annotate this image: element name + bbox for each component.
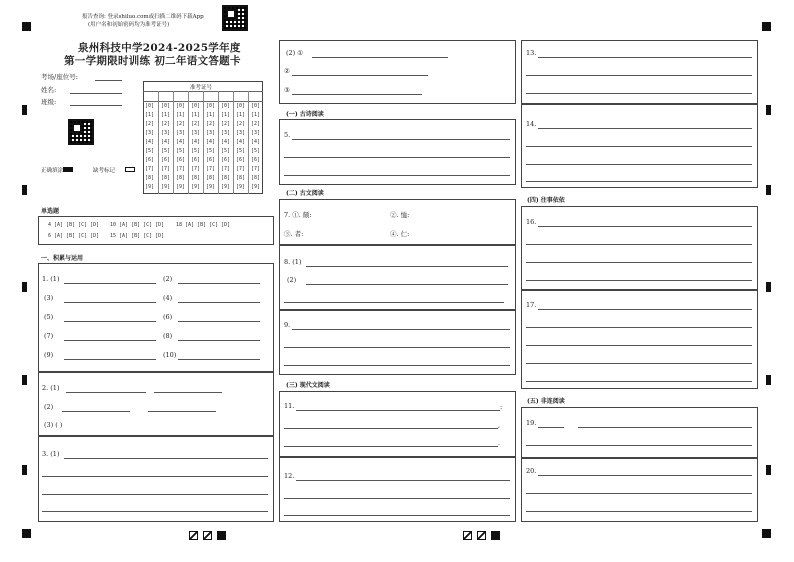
admission-digit-bubble[interactable]: [9] bbox=[251, 184, 261, 190]
admission-digit-bubble[interactable]: [7] bbox=[221, 166, 231, 172]
q1-item-answer[interactable] bbox=[64, 359, 156, 360]
mcq-q10[interactable]: 10 [A] [B] [C] [D] bbox=[110, 222, 165, 228]
admission-digit-bubble[interactable]: [5] bbox=[161, 148, 171, 154]
admission-digit-bubble[interactable]: [1] bbox=[161, 112, 171, 118]
admission-digit-bubble[interactable]: [2] bbox=[191, 121, 201, 127]
admission-digit-bubble[interactable]: [9] bbox=[161, 184, 171, 190]
admission-digit-bubble[interactable]: [1] bbox=[251, 112, 261, 118]
section-story-title: (四) 往事依依 bbox=[527, 197, 565, 204]
q20-box bbox=[521, 458, 758, 522]
q4-2-label-1: (2) ① bbox=[286, 49, 304, 57]
admission-digit-bubble[interactable]: [9] bbox=[221, 184, 231, 190]
admission-digit-bubble[interactable]: [2] bbox=[176, 121, 186, 127]
q12-answer-line[interactable] bbox=[296, 480, 510, 481]
q1-item-answer[interactable] bbox=[64, 283, 156, 284]
q9-label: 9. bbox=[284, 321, 291, 329]
timing-mark bbox=[22, 105, 27, 115]
school-title: 泉州科技中学2024-2025学年度 bbox=[78, 42, 241, 54]
q2-1-label: 2. (1) bbox=[42, 384, 60, 392]
admission-digit-bubble[interactable]: [1] bbox=[236, 112, 246, 118]
q17-box bbox=[521, 290, 758, 389]
q19-answer-line[interactable] bbox=[526, 445, 752, 446]
page-mark-hatched bbox=[463, 531, 472, 540]
admission-digit-column bbox=[143, 91, 158, 194]
q8-2-answer[interactable] bbox=[284, 302, 504, 303]
q14-label: 14. bbox=[526, 120, 537, 128]
section-nonlinear-title: (五) 非连阅读 bbox=[527, 398, 565, 405]
q2-2-answer-b[interactable] bbox=[148, 411, 216, 412]
q2-1-answer-b[interactable] bbox=[154, 392, 222, 393]
name-label: 姓名: bbox=[41, 86, 57, 94]
q13-box bbox=[521, 40, 758, 104]
corner-mark-bottom-right bbox=[762, 529, 771, 538]
timing-mark bbox=[766, 105, 771, 115]
q8-2-label: (2) bbox=[287, 276, 297, 284]
admission-digit-column bbox=[173, 91, 188, 194]
admission-digit-bubble[interactable]: [4] bbox=[251, 139, 261, 145]
admission-digit-bubble[interactable]: [0] bbox=[176, 103, 186, 109]
q14-answer-line[interactable] bbox=[526, 146, 752, 147]
admission-digit-bubble[interactable]: [5] bbox=[176, 148, 186, 154]
admission-digit-bubble[interactable]: [4] bbox=[145, 139, 155, 145]
q1-box bbox=[38, 263, 274, 372]
q9-answer-line[interactable] bbox=[284, 365, 510, 366]
legend-missing-label: 缺考标记 bbox=[93, 168, 116, 174]
timing-mark bbox=[766, 375, 771, 385]
q17-answer-line[interactable] bbox=[538, 309, 752, 310]
q1-item-label: (3) bbox=[44, 294, 54, 302]
mcq-q6[interactable]: 6 [A] [B] [C] [D] bbox=[48, 233, 100, 239]
admission-digit-bubble[interactable]: [9] bbox=[206, 184, 216, 190]
q9-answer-line[interactable] bbox=[284, 347, 510, 348]
q12-answer-line[interactable] bbox=[284, 498, 510, 499]
mcq-q4[interactable]: 4 [A] [B] [C] [D] bbox=[48, 222, 100, 228]
admission-digit-bubble[interactable]: [5] bbox=[221, 148, 231, 154]
timing-mark bbox=[22, 375, 27, 385]
admission-digit-column bbox=[203, 91, 218, 194]
admission-digit-bubble[interactable]: [1] bbox=[176, 112, 186, 118]
admission-digit-bubble[interactable]: [7] bbox=[251, 166, 261, 172]
admission-digit-bubble[interactable]: [0] bbox=[191, 103, 201, 109]
admission-digit-bubble[interactable]: [0] bbox=[206, 103, 216, 109]
q3-label: 3. (1) bbox=[42, 450, 60, 458]
page-mark-solid bbox=[491, 531, 500, 540]
admission-digit-bubble[interactable]: [2] bbox=[206, 121, 216, 127]
q5-answer-line[interactable] bbox=[284, 175, 510, 176]
q16-box bbox=[521, 206, 758, 290]
q4-2-answer-3[interactable] bbox=[292, 94, 422, 95]
q19-answer-b[interactable] bbox=[578, 427, 752, 428]
admission-digit-bubble[interactable]: [6] bbox=[251, 157, 261, 163]
admission-digit-bubble[interactable]: [8] bbox=[206, 175, 216, 181]
class-label: 班级: bbox=[41, 98, 57, 106]
q14-answer-line[interactable] bbox=[526, 181, 752, 182]
q1-item-answer[interactable] bbox=[178, 302, 260, 303]
admission-digit-bubble[interactable]: [0] bbox=[221, 103, 231, 109]
q1-item-answer[interactable] bbox=[64, 340, 156, 341]
q1-item-label: 1. (1) bbox=[42, 275, 60, 283]
q1-item-label: (9) bbox=[44, 351, 54, 359]
admission-digit-bubble[interactable]: [1] bbox=[206, 112, 216, 118]
class-field[interactable] bbox=[70, 105, 122, 106]
q17-answer-line[interactable] bbox=[526, 345, 752, 346]
admission-digit-bubble[interactable]: [7] bbox=[176, 166, 186, 172]
q11-mark-2: , bbox=[498, 421, 501, 429]
corner-mark-top-right bbox=[762, 22, 771, 31]
page-mark-hatched bbox=[477, 531, 486, 540]
q1-item-label: (4) bbox=[163, 294, 173, 302]
q8-1-answer[interactable] bbox=[306, 266, 508, 267]
page-mark-hatched bbox=[189, 531, 198, 540]
q8-box bbox=[279, 245, 516, 310]
admission-digit-bubble[interactable]: [5] bbox=[236, 148, 246, 154]
section-poem-title: (一) 古诗阅读 bbox=[286, 111, 324, 118]
q3-box bbox=[38, 436, 274, 522]
admission-digit-bubble[interactable]: [6] bbox=[191, 157, 201, 163]
timing-mark bbox=[766, 282, 771, 292]
q2-2-label: (2) bbox=[44, 403, 54, 411]
admission-digit-column bbox=[248, 91, 263, 194]
corner-mark-bottom-left bbox=[22, 529, 31, 538]
q17-answer-line[interactable] bbox=[526, 363, 752, 364]
q17-answer-line[interactable] bbox=[526, 327, 752, 328]
q7-4-label: ④. 仁: bbox=[390, 230, 410, 238]
q16-answer-line[interactable] bbox=[526, 244, 752, 245]
q8-2-answer[interactable] bbox=[306, 284, 508, 285]
admission-digit-bubble[interactable]: [0] bbox=[236, 103, 246, 109]
q4-2-answer-2[interactable] bbox=[292, 75, 428, 76]
q11-box bbox=[279, 391, 516, 457]
admission-digit-bubble[interactable]: [2] bbox=[236, 121, 246, 127]
q1-item-answer[interactable] bbox=[178, 283, 260, 284]
q5-label: 5. bbox=[284, 131, 291, 139]
app-qr-code[interactable] bbox=[222, 5, 248, 31]
timing-mark bbox=[22, 465, 27, 475]
admission-digit-bubble[interactable]: [5] bbox=[191, 148, 201, 154]
q1-item-answer[interactable] bbox=[178, 359, 260, 360]
q7-3-label: ③. 者: bbox=[284, 230, 304, 238]
admission-digit-bubble[interactable]: [8] bbox=[161, 175, 171, 181]
admission-digit-bubble[interactable]: [2] bbox=[251, 121, 261, 127]
admission-digit-bubble[interactable]: [7] bbox=[206, 166, 216, 172]
admission-digit-bubble[interactable]: [8] bbox=[236, 175, 246, 181]
admission-digit-bubble[interactable]: [1] bbox=[221, 112, 231, 118]
q3-answer-line[interactable] bbox=[42, 511, 268, 512]
mcq-box bbox=[38, 216, 274, 245]
legend-correct-label: 正确填涂 bbox=[41, 168, 64, 174]
q1-item-label: (2) bbox=[163, 275, 173, 283]
section-classical-title: (二) 古文阅读 bbox=[286, 190, 324, 197]
page-mark-hatched bbox=[203, 531, 212, 540]
q20-answer-line[interactable] bbox=[526, 511, 752, 512]
q7-box bbox=[279, 199, 516, 245]
q20-answer-line[interactable] bbox=[538, 475, 752, 476]
page-mark-solid bbox=[217, 531, 226, 540]
q4-2-label-3: ③ bbox=[284, 86, 290, 94]
q11-answer-line[interactable] bbox=[284, 446, 498, 447]
section-modern-title: (三) 现代文阅读 bbox=[286, 382, 330, 389]
q3-answer-line[interactable] bbox=[42, 494, 268, 495]
q11-mark-1: : bbox=[500, 403, 503, 411]
admission-digit-bubble[interactable]: [4] bbox=[161, 139, 171, 145]
q13-answer-line[interactable] bbox=[538, 57, 752, 58]
admission-digit-bubble[interactable]: [7] bbox=[236, 166, 246, 172]
legend-missing-swatch[interactable] bbox=[125, 167, 135, 172]
admission-digit-bubble[interactable]: [3] bbox=[206, 130, 216, 136]
q1-item-answer[interactable] bbox=[178, 340, 260, 341]
q13-label: 13. bbox=[526, 49, 537, 57]
admission-digit-bubble[interactable]: [3] bbox=[221, 130, 231, 136]
timing-mark bbox=[22, 282, 27, 292]
mcq-q15[interactable]: 15 [A] [B] [C] [D] bbox=[110, 233, 165, 239]
admission-digit-bubble[interactable]: [6] bbox=[236, 157, 246, 163]
admission-digit-bubble[interactable]: [8] bbox=[191, 175, 201, 181]
q1-item-answer[interactable] bbox=[64, 302, 156, 303]
admission-digit-bubble[interactable]: [5] bbox=[206, 148, 216, 154]
q14-answer-line[interactable] bbox=[526, 164, 752, 165]
admission-digit-bubble[interactable]: [1] bbox=[145, 112, 155, 118]
admission-digit-bubble[interactable]: [8] bbox=[176, 175, 186, 181]
q1-item-label: (5) bbox=[44, 313, 54, 321]
admission-digit-bubble[interactable]: [2] bbox=[221, 121, 231, 127]
admission-digit-bubble[interactable]: [9] bbox=[236, 184, 246, 190]
q17-answer-line[interactable] bbox=[526, 381, 752, 382]
q3-answer-line[interactable] bbox=[64, 458, 268, 459]
q12-label: 12. bbox=[284, 472, 295, 480]
admission-digit-bubble[interactable]: [1] bbox=[191, 112, 201, 118]
q8-1-label: 8. (1) bbox=[284, 258, 302, 266]
admission-digit-bubble[interactable]: [4] bbox=[191, 139, 201, 145]
admission-digit-bubble[interactable]: [8] bbox=[145, 175, 155, 181]
q2-1-answer-a[interactable] bbox=[66, 392, 146, 393]
admission-digit-bubble[interactable]: [8] bbox=[221, 175, 231, 181]
q1-item-label: (8) bbox=[163, 332, 173, 340]
q14-answer-line[interactable] bbox=[538, 128, 752, 129]
q16-answer-line[interactable] bbox=[526, 262, 752, 263]
admission-digit-bubble[interactable]: [4] bbox=[236, 139, 246, 145]
q11-answer-line[interactable] bbox=[284, 428, 498, 429]
q1-item-label: (6) bbox=[163, 313, 173, 321]
q9-answer-line[interactable] bbox=[292, 329, 510, 330]
q17-label: 17. bbox=[526, 301, 537, 309]
q3-answer-line[interactable] bbox=[42, 476, 268, 477]
admission-digit-bubble[interactable]: [9] bbox=[145, 184, 155, 190]
admission-digit-bubble[interactable]: [6] bbox=[206, 157, 216, 163]
q13-answer-line[interactable] bbox=[526, 93, 752, 94]
admission-digit-bubble[interactable]: [2] bbox=[161, 121, 171, 127]
q4-2-answer-1[interactable] bbox=[312, 57, 448, 58]
q1-item-label: (7) bbox=[44, 332, 54, 340]
student-qr-code[interactable] bbox=[68, 119, 94, 145]
q2-box bbox=[38, 372, 274, 436]
admission-digit-bubble[interactable]: [5] bbox=[251, 148, 261, 154]
section-1-title: 一、积累与运用 bbox=[41, 255, 84, 262]
admission-digit-bubble[interactable]: [6] bbox=[145, 157, 155, 163]
timing-mark bbox=[22, 185, 27, 195]
admission-digit-bubble[interactable]: [7] bbox=[145, 166, 155, 172]
admission-digit-bubble[interactable]: [7] bbox=[191, 166, 201, 172]
q19-box bbox=[521, 407, 758, 458]
admission-digit-bubble[interactable]: [6] bbox=[221, 157, 231, 163]
admission-digit-bubble[interactable]: [0] bbox=[161, 103, 171, 109]
admission-digit-bubble[interactable]: [3] bbox=[236, 130, 246, 136]
q11-mark-3: . bbox=[498, 439, 501, 447]
admission-digit-bubble[interactable]: [3] bbox=[191, 130, 201, 136]
timing-mark bbox=[766, 465, 771, 475]
q7-1-label: 7. ①. 颇: bbox=[284, 211, 312, 219]
q1-item-answer[interactable] bbox=[64, 321, 156, 322]
q5-answer-line[interactable] bbox=[284, 157, 510, 158]
admission-digit-bubble[interactable]: [9] bbox=[176, 184, 186, 190]
q1-item-label: (10) bbox=[163, 351, 177, 359]
admission-digit-bubble[interactable]: [3] bbox=[251, 130, 261, 136]
q12-box bbox=[279, 457, 516, 522]
admission-digit-column bbox=[188, 91, 203, 194]
q7-2-label: ②. 恤: bbox=[390, 211, 410, 219]
mcq-q18[interactable]: 18 [A] [B] [C] [D] bbox=[176, 222, 231, 228]
q16-answer-line[interactable] bbox=[538, 226, 752, 227]
notice-line-2: (用户名和初始密码均为准考证号) bbox=[88, 22, 170, 28]
exam-title: 第一学期限时训练 初二年语文答题卡 bbox=[64, 55, 241, 67]
q13-answer-line[interactable] bbox=[526, 75, 752, 76]
seat-label: 考场/座位号: bbox=[41, 73, 78, 81]
name-field[interactable] bbox=[70, 93, 122, 94]
admission-digit-bubble[interactable]: [7] bbox=[161, 166, 171, 172]
q2-3-label: (3) ( ) bbox=[44, 421, 63, 429]
mcq-title: 单选题 bbox=[41, 208, 60, 215]
q5-answer-line[interactable] bbox=[292, 139, 510, 140]
admission-digit-bubble[interactable]: [6] bbox=[161, 157, 171, 163]
q20-answer-line[interactable] bbox=[526, 493, 752, 494]
q2-2-answer-a[interactable] bbox=[62, 411, 130, 412]
q20-label: 20. bbox=[526, 467, 537, 475]
admission-digit-bubble[interactable]: [6] bbox=[176, 157, 186, 163]
q11-label: 11. bbox=[284, 402, 295, 410]
admission-digit-bubble[interactable]: [0] bbox=[145, 103, 155, 109]
admission-title: 准考证号 bbox=[190, 85, 213, 91]
q19-label: 19. bbox=[526, 419, 537, 427]
q11-answer-line[interactable] bbox=[296, 410, 500, 411]
admission-digit-bubble[interactable]: [5] bbox=[145, 148, 155, 154]
seat-field[interactable] bbox=[95, 80, 122, 81]
q19-answer-a[interactable] bbox=[538, 427, 564, 428]
admission-digit-bubble[interactable]: [8] bbox=[251, 175, 261, 181]
notice-line-1: 报告查询: 登录shiluo.com或扫描二维码下载App bbox=[82, 14, 204, 20]
admission-digit-column bbox=[233, 91, 248, 194]
admission-digit-bubble[interactable]: [2] bbox=[145, 121, 155, 127]
timing-mark bbox=[766, 185, 771, 195]
legend-correct-swatch bbox=[63, 167, 73, 172]
admission-digit-bubble[interactable]: [4] bbox=[176, 139, 186, 145]
admission-digit-bubble[interactable]: [3] bbox=[176, 130, 186, 136]
admission-digit-bubble[interactable]: [3] bbox=[161, 130, 171, 136]
corner-mark-top-left bbox=[22, 22, 31, 31]
q4-2-label-2: ② bbox=[284, 67, 290, 75]
admission-digit-bubble[interactable]: [3] bbox=[145, 130, 155, 136]
admission-digit-bubble[interactable]: [9] bbox=[191, 184, 201, 190]
q1-item-answer[interactable] bbox=[178, 321, 260, 322]
admission-digit-bubble[interactable]: [4] bbox=[221, 139, 231, 145]
q12-answer-line[interactable] bbox=[284, 515, 510, 516]
admission-digit-bubble[interactable]: [4] bbox=[206, 139, 216, 145]
admission-digit-column bbox=[158, 91, 173, 194]
admission-digit-column bbox=[218, 91, 233, 194]
q16-answer-line[interactable] bbox=[526, 280, 752, 281]
admission-digit-bubble[interactable]: [0] bbox=[251, 103, 261, 109]
q16-label: 16. bbox=[526, 218, 537, 226]
